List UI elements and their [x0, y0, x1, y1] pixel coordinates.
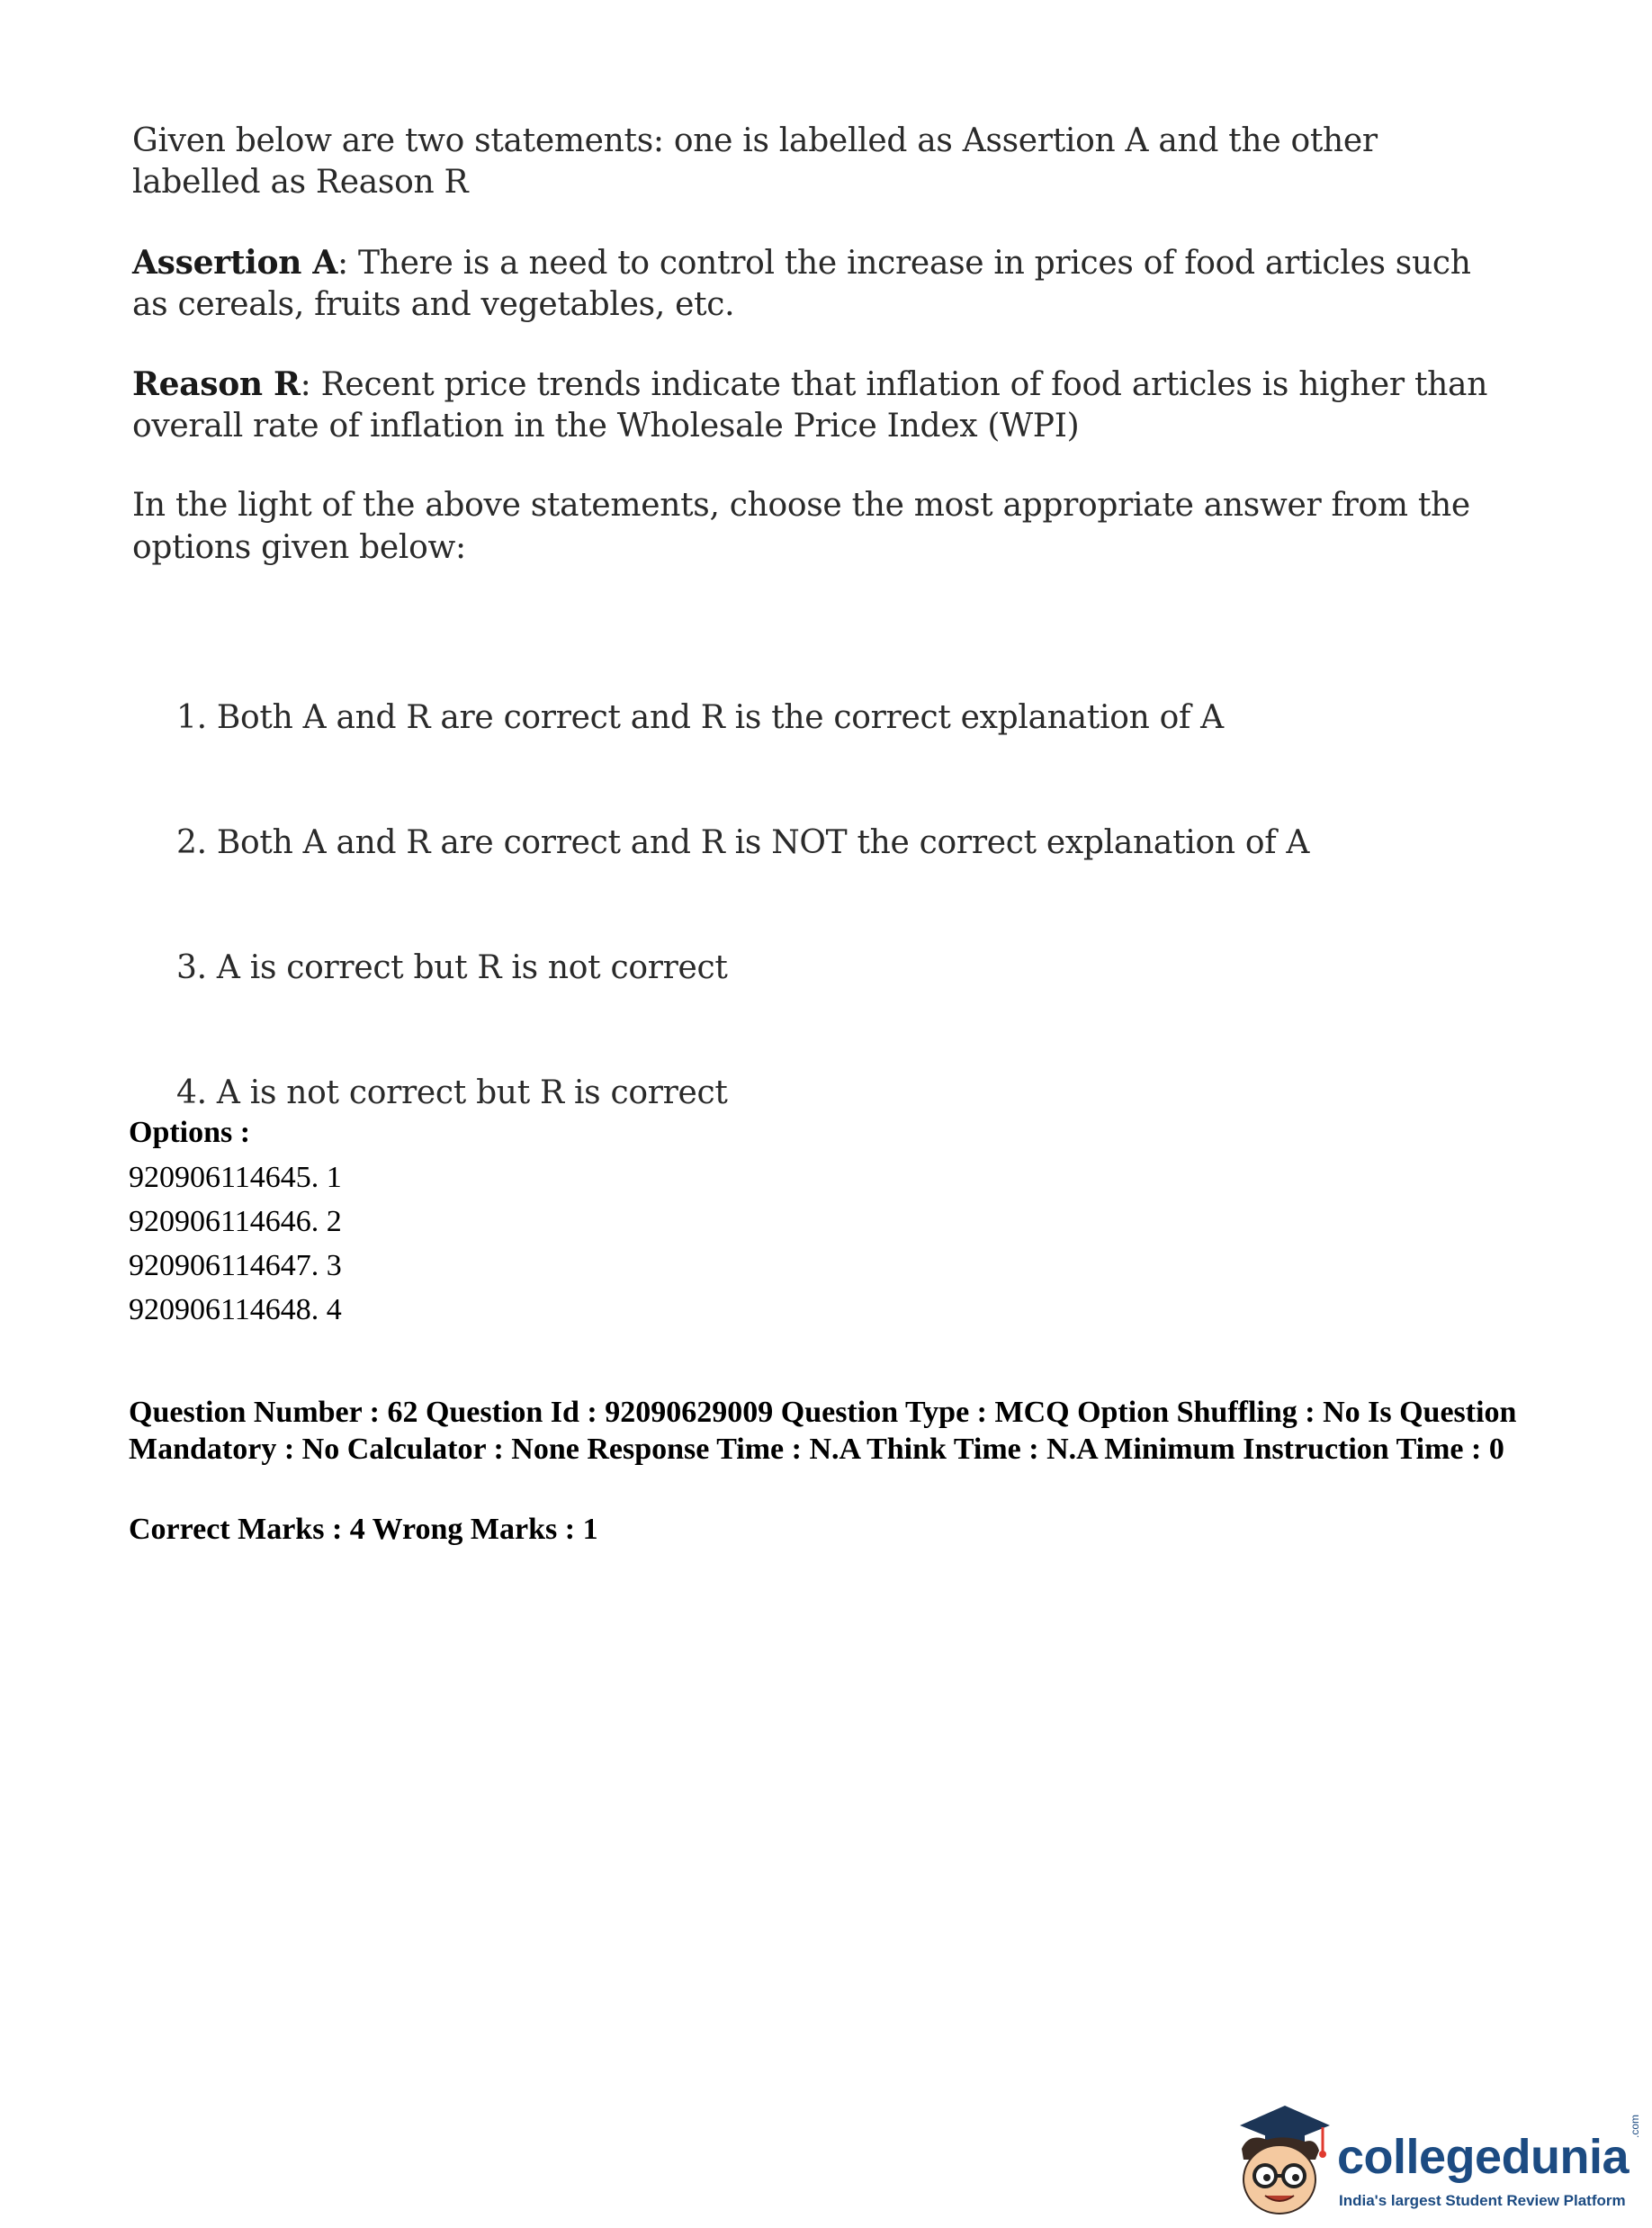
option-item-3: 920906114647. 3 — [129, 1249, 342, 1282]
question-meta: Question Number : 62 Question Id : 92090629009 Question Type : MCQ Option Shuffling : No Is Question Mandatory : No Calculator : None Response Time : N.A Think Time : N.A Minimum Instruction Time : 0 — [129, 1396, 1517, 1466]
brand-suffix: .com — [1629, 2114, 1641, 2138]
assertion-line-1 — [132, 244, 1471, 282]
options-heading: Options : — [129, 1116, 251, 1149]
prompt-line-2: options given below: — [132, 529, 466, 566]
choice-1: 1. Both A and R are correct and R is the correct explanation of A — [176, 699, 1224, 736]
brand-name: collegedunia — [1337, 2130, 1630, 2184]
choice-4: 4. A is not correct but R is correct — [176, 1074, 728, 1111]
option-item-1: 920906114645. 1 — [129, 1161, 342, 1194]
choice-3: 3. A is correct but R is not correct — [176, 949, 728, 986]
mascot-icon — [1222, 2097, 1339, 2223]
option-item-4: 920906114648. 4 — [129, 1293, 342, 1326]
reason-line-2: overall rate of inflation in the Wholesale Price Index (WPI) — [132, 408, 1080, 445]
intro-line-2: labelled as Reason R — [132, 164, 469, 201]
reason-line-1 — [132, 365, 1487, 403]
reason-text: : Recent price trends indicate that inflation of food articles is higher than — [300, 366, 1488, 403]
option-item-2: 920906114646. 2 — [129, 1205, 342, 1238]
question-marks: Correct Marks : 4 Wrong Marks : 1 — [129, 1513, 598, 1546]
choice-2: 2. Both A and R are correct and R is NOT the correct explanation of A — [176, 824, 1310, 861]
intro-line-1: Given below are two statements: one is labelled as Assertion A and the other — [132, 122, 1378, 159]
assertion-line-2: as cereals, fruits and vegetables, etc. — [132, 286, 735, 323]
prompt-line-1: In the light of the above statements, choose the most appropriate answer from the — [132, 487, 1470, 524]
brand-tagline: India's largest Student Review Platform — [1339, 2192, 1626, 2209]
reason-label: Reason R — [132, 365, 301, 403]
assertion-text: : There is a need to control the increase in prices of food articles such — [337, 245, 1471, 282]
assertion-label: Assertion A — [132, 244, 337, 282]
brand-logo — [1222, 2097, 1645, 2223]
